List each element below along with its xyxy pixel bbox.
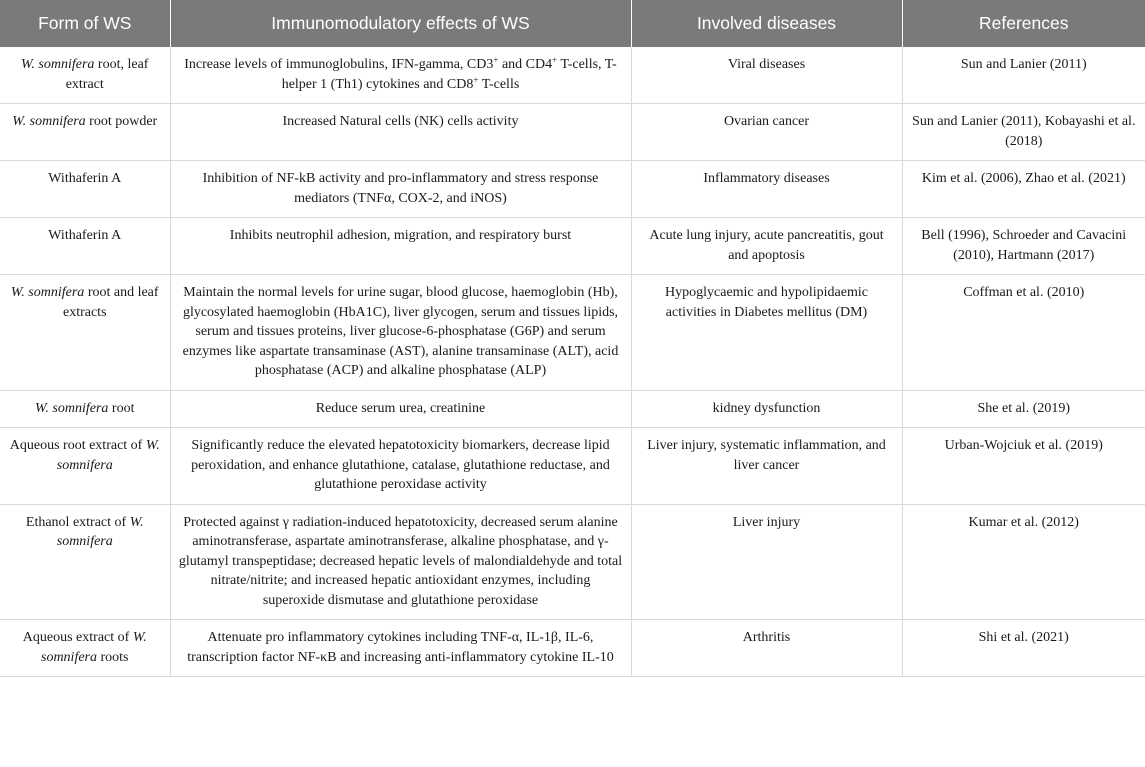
form-cell: W. somnifera root xyxy=(0,390,170,428)
table-row xyxy=(0,161,1145,218)
table-row xyxy=(0,218,1145,275)
references-cell: Coffman et al. (2010) xyxy=(902,275,1145,391)
disease-cell: Arthritis xyxy=(631,620,902,677)
form-cell: Aqueous root extract of W. somnifera xyxy=(0,428,170,505)
disease-cell: Inflammatory diseases xyxy=(631,161,902,218)
disease-cell: Viral diseases xyxy=(631,47,902,104)
header-diseases: Involved diseases xyxy=(631,0,902,47)
references-cell: Sun and Lanier (2011), Kobayashi et al. (2018) xyxy=(902,104,1145,161)
table-row xyxy=(0,504,1145,620)
form-cell: W. somnifera root and leaf extracts xyxy=(0,275,170,391)
references-cell: She et al. (2019) xyxy=(902,390,1145,428)
table-row xyxy=(0,390,1145,428)
references-cell: Sun and Lanier (2011) xyxy=(902,47,1145,104)
effects-cell: Attenuate pro inflammatory cytokines including TNF-α, IL-1β, IL-6, transcription factor NF-κB and increasing anti-inflammatory cytokine IL-10 xyxy=(170,620,631,677)
effects-cell: Significantly reduce the elevated hepatotoxicity biomarkers, decrease lipid peroxidation, and enhance glutathione, catalase, glutathione reductase, and glutathione peroxidase activity xyxy=(170,428,631,505)
disease-cell: kidney dysfunction xyxy=(631,390,902,428)
disease-cell: Liver injury, systematic inflammation, and liver cancer xyxy=(631,428,902,505)
table-row xyxy=(0,275,1145,391)
form-cell: W. somnifera root, leaf extract xyxy=(0,47,170,104)
header-references: References xyxy=(902,0,1145,47)
form-cell: Withaferin A xyxy=(0,218,170,275)
effects-cell: Increased Natural cells (NK) cells activity xyxy=(170,104,631,161)
table-row xyxy=(0,104,1145,161)
references-cell: Kumar et al. (2012) xyxy=(902,504,1145,620)
table-row xyxy=(0,47,1145,104)
form-cell: Withaferin A xyxy=(0,161,170,218)
form-cell: W. somnifera root powder xyxy=(0,104,170,161)
references-cell: Kim et al. (2006), Zhao et al. (2021) xyxy=(902,161,1145,218)
header-effects: Immunomodulatory effects of WS xyxy=(170,0,631,47)
disease-cell: Acute lung injury, acute pancreatitis, gout and apoptosis xyxy=(631,218,902,275)
effects-cell: Increase levels of immunoglobulins, IFN-gamma, CD3+ and CD4+ T-cells, T-helper 1 (Th1) cytokines and CD8+ T-cells xyxy=(170,47,631,104)
effects-cell: Inhibition of NF-kB activity and pro-inflammatory and stress response mediators (TNFα, COX-2, and iNOS) xyxy=(170,161,631,218)
references-cell: Shi et al. (2021) xyxy=(902,620,1145,677)
table-row xyxy=(0,428,1145,505)
effects-cell: Inhibits neutrophil adhesion, migration, and respiratory burst xyxy=(170,218,631,275)
references-cell: Bell (1996), Schroeder and Cavacini (2010), Hartmann (2017) xyxy=(902,218,1145,275)
disease-cell: Liver injury xyxy=(631,504,902,620)
disease-cell: Hypoglycaemic and hypolipidaemic activities in Diabetes mellitus (DM) xyxy=(631,275,902,391)
header-row xyxy=(0,0,1145,47)
header-form: Form of WS xyxy=(0,0,170,47)
effects-cell: Reduce serum urea, creatinine xyxy=(170,390,631,428)
table-row xyxy=(0,620,1145,677)
disease-cell: Ovarian cancer xyxy=(631,104,902,161)
form-cell: Aqueous extract of W. somnifera roots xyxy=(0,620,170,677)
effects-cell: Maintain the normal levels for urine sugar, blood glucose, haemoglobin (Hb), glycosylated haemoglobin (HbA1C), liver glycogen, serum and tissues lipids, serum and tissues proteins, liver glucose-6-phosphatase (G6P) and serum enzymes like aspartate transaminase (AST), alanine transaminase (ALT), acid phosphatase (ACP) and alkaline phosphatase (ALP) xyxy=(170,275,631,391)
effects-cell: Protected against γ radiation-induced hepatotoxicity, decreased serum alanine aminotransferase, aspartate aminotransferase, alkaline phosphatase, and γ-glutamyl transpeptidase; decreased hepatic levels of malondialdehyde and total nitrate/nitrite; and increased hepatic antioxidant enzymes, including superoxide dismutase and glutathione peroxidase xyxy=(170,504,631,620)
references-cell: Urban-Wojciuk et al. (2019) xyxy=(902,428,1145,505)
form-cell: Ethanol extract of W. somnifera xyxy=(0,504,170,620)
